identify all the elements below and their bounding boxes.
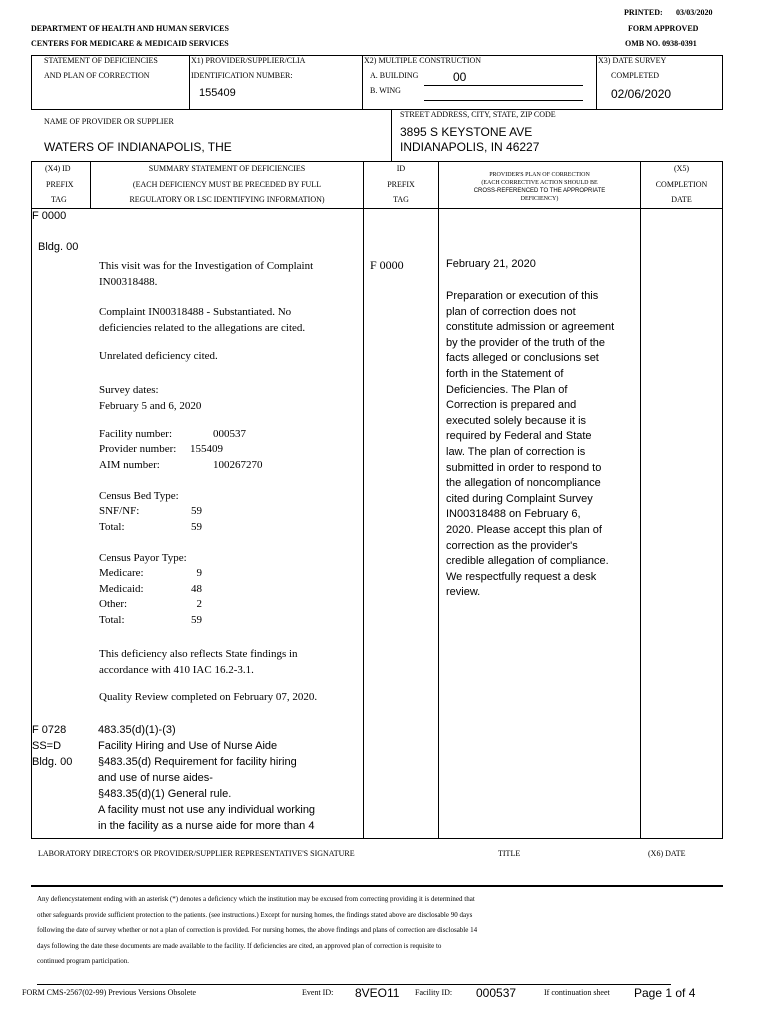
- x4-header-2: PREFIX: [46, 180, 74, 189]
- census-bed-label: Total:: [99, 521, 125, 533]
- facility-number-label: Facility number:: [99, 428, 173, 440]
- top-left-border: [31, 55, 32, 109]
- plan-of-correction-label: AND PLAN OF CORRECTION: [44, 71, 150, 80]
- x6-date-label: (X6) DATE: [648, 849, 686, 858]
- census-payor-value: 9: [196, 567, 202, 579]
- form-label: FORM CMS-2567(02-99) Previous Versions Obsolete: [22, 988, 197, 997]
- event-id: 8VEO11: [355, 986, 400, 1000]
- plan-header-4: DEFICIENCY): [520, 196, 559, 202]
- summary-header-1: SUMMARY STATEMENT OF DEFICIENCIES: [148, 164, 306, 173]
- plan-text: Preparation or execution of this plan of correction does not constitute admission or agreement by the provider of the truth of the facts alleged or conclusions set forth in the Statement of Deficiencies. The Plan of Correction is prepared and executed solely because it is required by Federal and State law. The plan of correction is submitted in order to respond to the allegation of noncompliance cited during Complaint Survey IN00318488 on February 6, 2020. Please accept this plan of correction as the provider's credible allegation of compliance. We respectfully request a desk review.: [446, 290, 615, 599]
- col-divider-id: [438, 161, 439, 838]
- x1-label-2: IDENTIFICATION NUMBER:: [191, 71, 293, 80]
- footnote-line: Any defiencystatement ending with an asterisk (*) denotes a deficiency which the institution may be excused from correcting providing it is determined that: [37, 895, 475, 903]
- plan-date: February 21, 2020: [446, 258, 536, 270]
- wing-label: B. WING: [370, 86, 401, 95]
- row-divider-1: [31, 109, 723, 110]
- census-payor-value: 59: [191, 614, 202, 626]
- census-payor-label: Medicaid:: [99, 583, 144, 595]
- census-payor-label: Medicare:: [99, 567, 144, 579]
- census-bed-value: 59: [191, 505, 202, 517]
- department-title: DEPARTMENT OF HEALTH AND HUMAN SERVICES: [31, 24, 229, 33]
- tag-f0000: F 0000: [32, 210, 67, 222]
- footer-divider: [37, 984, 671, 985]
- state-findings: This deficiency also reflects State findings in accordance with 410 IAC 16.2-3.1.: [99, 648, 298, 676]
- form-approved: FORM APPROVED: [628, 24, 699, 33]
- footnote-line: following the date of survey whether or not a plan of correction is provided. For nursing homes, the above findings and plans of correction are disclosable 14: [37, 926, 478, 934]
- id-header-1: ID: [396, 164, 406, 173]
- page-number: Page 1 of 4: [634, 986, 696, 1000]
- building-label: A. BUILDING: [370, 71, 419, 80]
- census-payor-label: Other:: [99, 598, 128, 610]
- survey-date: 02/06/2020: [611, 87, 672, 101]
- census-payor-title: Census Payor Type:: [99, 552, 187, 564]
- continuation-label: If continuation sheet: [544, 988, 610, 997]
- row-divider-2: [31, 161, 723, 162]
- omb-number: OMB NO. 0938-0391: [625, 39, 697, 48]
- provider-number-value: 155409: [190, 443, 223, 455]
- x4-header-3: TAG: [51, 195, 67, 204]
- table-bottom-border: [31, 838, 723, 839]
- census-bed-label: SNF/NF:: [99, 505, 140, 517]
- facility-number-value: 000537: [213, 428, 246, 440]
- census-bed-title: Census Bed Type:: [99, 490, 179, 502]
- f0728-text: 483.35(d)(1)-(3) Facility Hiring and Use of Nurse Aide §483.35(d) Requirement for facility hiring and use of nurse aides- §483.35(d)(1) General rule. A facility must not use any individual working in the facility as a nurse aide for more than 4: [98, 724, 316, 832]
- aim-number-label: AIM number:: [99, 459, 160, 471]
- complaint-text: Complaint IN00318488 - Substantiated. No deficiencies related to the allegations are cited.: [99, 306, 306, 334]
- bldg-label: Bldg. 00: [38, 241, 79, 253]
- col-right-border: [722, 161, 723, 838]
- summary-header-3: REGULATORY OR LSC IDENTIFYING INFORMATION): [129, 195, 325, 204]
- signature-divider: [31, 885, 723, 887]
- facility-id-label: Facility ID:: [415, 988, 453, 997]
- column-header-divider: [31, 208, 723, 209]
- printed-label: PRINTED:: [624, 8, 663, 17]
- x5-header-1: (X5): [673, 164, 690, 173]
- divider-x2: [362, 55, 363, 109]
- divider-x3: [596, 55, 597, 109]
- x2-label: X2) MULTIPLE CONSTRUCTION: [364, 56, 482, 65]
- printed-date: 03/03/2020: [676, 8, 713, 17]
- x3-label-2: COMPLETED: [611, 71, 659, 80]
- id-header-2: PREFIX: [387, 180, 415, 189]
- provider-name-label: NAME OF PROVIDER OR SUPPLIER: [44, 117, 174, 126]
- summary-header-2: (EACH DEFICIENCY MUST BE PRECEDED BY FULL: [132, 180, 322, 189]
- title-label: TITLE: [498, 849, 521, 858]
- event-id-label: Event ID:: [302, 988, 334, 997]
- col-divider-plan: [640, 161, 641, 838]
- plan-header-2: (EACH CORRECTIVE ACTION SHOULD BE: [481, 180, 598, 186]
- survey-dates: Survey dates: February 5 and 6, 2020: [99, 384, 202, 412]
- top-right-border: [722, 55, 723, 109]
- footnote-line: continued program participation.: [37, 957, 129, 965]
- x1-label: X1) PROVIDER/SUPPLIER/CLIA: [191, 56, 306, 65]
- plan-header-3: CROSS-REFERENCED TO THE APPROPRIATE: [473, 188, 606, 194]
- address-label: STREET ADDRESS, CITY, STATE, ZIP CODE: [400, 110, 556, 119]
- x4-header-1: (X4) ID: [45, 164, 71, 173]
- divider-address: [391, 109, 392, 161]
- footnote-line: other safeguards provide sufficient protection to the patients. (see instructions.) Except for nursing homes, the findings stated above are disclosable 90 days: [37, 911, 473, 919]
- provider-name: WATERS OF INDIANAPOLIS, THE: [44, 140, 232, 154]
- tag-f0728: F 0728 SS=D Bldg. 00: [32, 724, 73, 768]
- unrelated-deficiency: Unrelated deficiency cited.: [99, 350, 218, 362]
- provider-number-label: Provider number:: [99, 443, 177, 455]
- x5-header-2: COMPLETION: [655, 180, 708, 189]
- census-payor-value: 48: [191, 583, 202, 595]
- divider-x1: [189, 55, 190, 109]
- summary-intro: This visit was for the Investigation of Complaint IN00318488.: [99, 260, 314, 288]
- x5-header-3: DATE: [671, 195, 692, 204]
- x3-label: X3) DATE SURVEY: [598, 56, 667, 65]
- census-bed-value: 59: [191, 521, 202, 533]
- census-payor-label: Total:: [99, 614, 125, 626]
- id-tag-f0000: F 0000: [370, 258, 404, 272]
- building-underline: [424, 85, 583, 86]
- address-line-2: INDIANAPOLIS, IN 46227: [400, 140, 540, 154]
- provider-number: 155409: [199, 87, 236, 99]
- plan-header-1: PROVIDER'S PLAN OF CORRECTION: [489, 172, 590, 178]
- director-signature-label: LABORATORY DIRECTOR'S OR PROVIDER/SUPPLIER REPRESENTATIVE'S SIGNATURE: [38, 849, 355, 858]
- facility-id: 000537: [476, 986, 517, 1000]
- building-value: 00: [453, 70, 467, 84]
- wing-underline: [424, 100, 583, 101]
- col-divider-summary: [363, 161, 364, 838]
- footnote-line: days following the date these documents are made available to the facility. If deficiencies are cited, an approved plan of correction is requisite to: [37, 942, 442, 950]
- address-line-1: 3895 S KEYSTONE AVE: [400, 125, 533, 139]
- aim-number-value: 100267270: [213, 459, 263, 471]
- quality-review: Quality Review completed on February 07, 2020.: [99, 691, 318, 703]
- centers-title: CENTERS FOR MEDICARE & MEDICAID SERVICES: [31, 39, 229, 48]
- census-payor-value: 2: [196, 598, 202, 610]
- statement-label: STATEMENT OF DEFICIENCIES: [44, 56, 158, 65]
- id-header-3: TAG: [393, 195, 409, 204]
